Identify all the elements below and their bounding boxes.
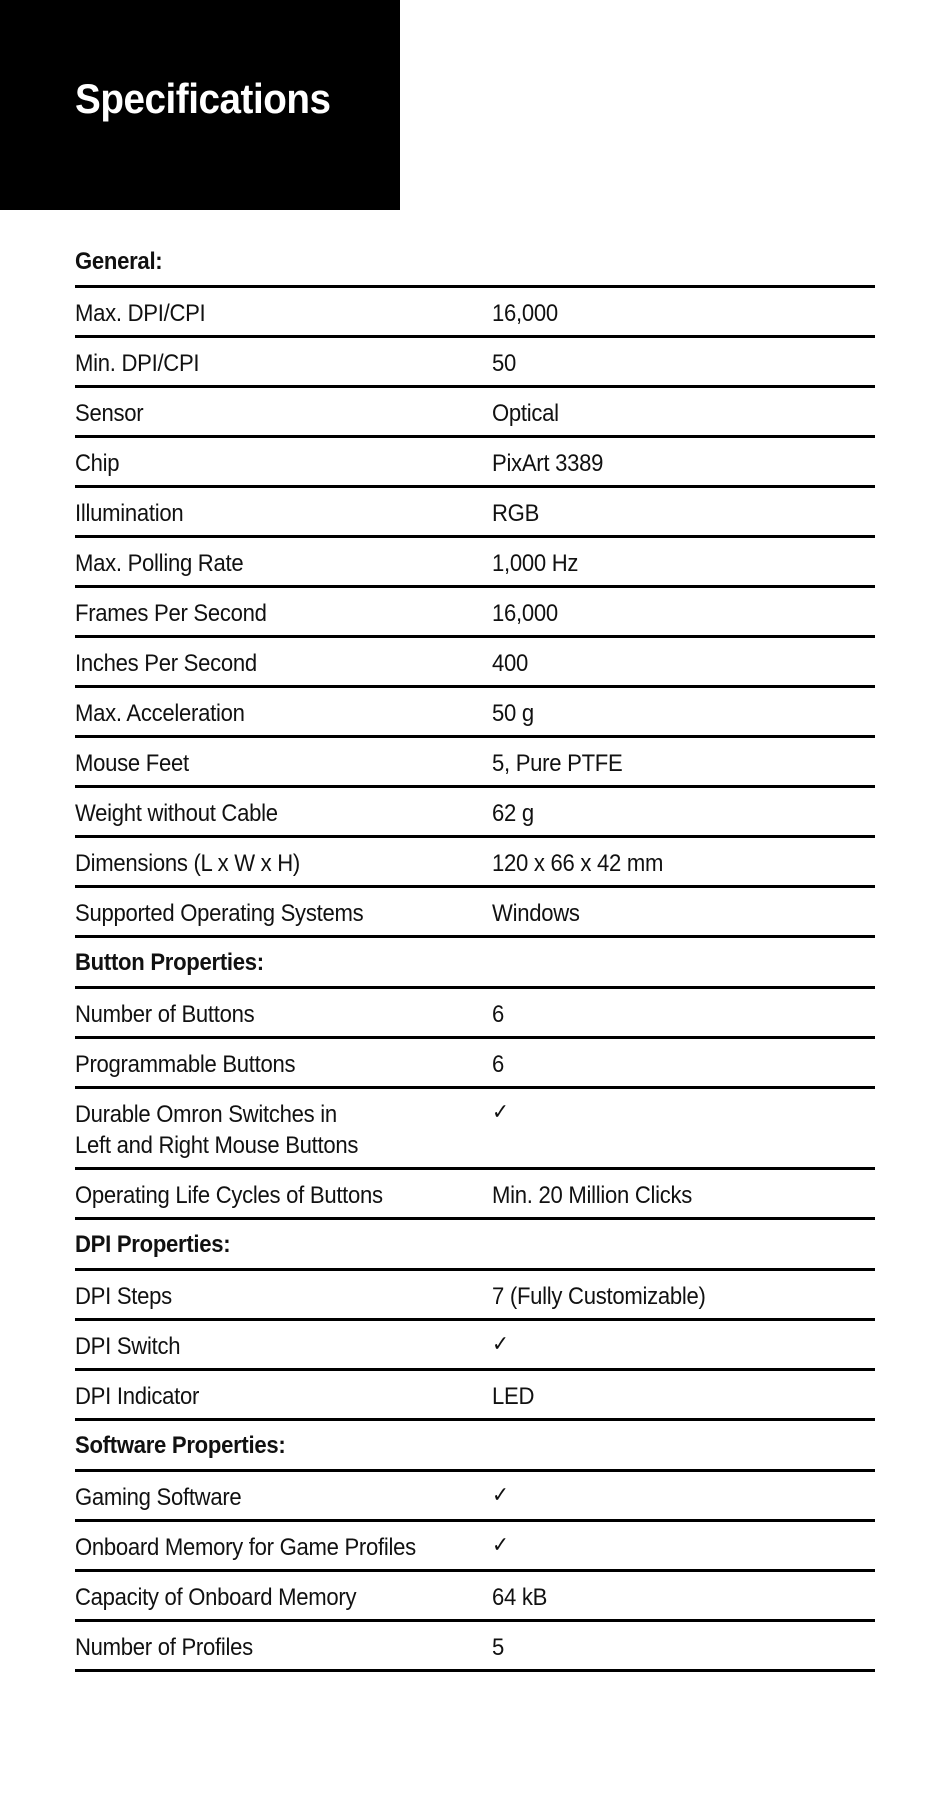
section-heading-text: Software Properties: [75, 1432, 286, 1459]
spec-value: LED [492, 1383, 535, 1410]
spec-label: DPI Switch [75, 1333, 181, 1360]
spec-label: Frames Per Second [75, 600, 267, 627]
spec-value: 16,000 [492, 300, 558, 327]
spec-row [75, 488, 875, 538]
section-heading-text: Button Properties: [75, 949, 264, 976]
spec-row [75, 888, 875, 938]
spec-row [75, 288, 875, 338]
checkmark-icon: ✓ [492, 1533, 509, 1558]
spec-label: Number of Profiles [75, 1634, 253, 1661]
spec-label: Max. DPI/CPI [75, 300, 206, 327]
spec-label: Dimensions (L x W x H) [75, 850, 300, 877]
spec-label: Sensor [75, 400, 144, 427]
spec-value: Windows [492, 900, 580, 927]
spec-value: RGB [492, 500, 540, 527]
spec-value: Optical [492, 400, 559, 427]
checkmark-icon: ✓ [492, 1100, 509, 1125]
spec-label: Onboard Memory for Game Profiles [75, 1534, 416, 1561]
spec-label: Programmable Buttons [75, 1051, 296, 1078]
spec-row [75, 838, 875, 888]
spec-label: DPI Steps [75, 1283, 172, 1310]
spec-label: Illumination [75, 500, 184, 527]
spec-value: 6 [492, 1051, 505, 1078]
spec-label: Max. Acceleration [75, 700, 245, 727]
spec-value: 16,000 [492, 600, 558, 627]
spec-row [75, 588, 875, 638]
spec-row [75, 1039, 875, 1089]
spec-row [75, 338, 875, 388]
page-title: Specifications [75, 75, 331, 122]
spec-label: Capacity of Onboard Memory [75, 1584, 357, 1611]
spec-label: Mouse Feet [75, 750, 189, 777]
spec-row [75, 688, 875, 738]
section-heading [75, 1421, 875, 1472]
spec-value: 5 [492, 1634, 505, 1661]
spec-value: 5, Pure PTFE [492, 750, 623, 777]
spec-row [75, 788, 875, 838]
spec-value: 400 [492, 650, 529, 677]
spec-value: 1,000 Hz [492, 550, 579, 577]
spec-label: Durable Omron Switches in Left and Right Mouse Buttons [75, 1101, 359, 1159]
spec-value: 62 g [492, 800, 534, 827]
spec-row [75, 1472, 875, 1522]
spec-row [75, 1321, 875, 1371]
spec-label: Weight without Cable [75, 800, 278, 827]
spec-row [75, 438, 875, 488]
checkmark-icon: ✓ [492, 1483, 509, 1508]
title-banner [0, 0, 400, 210]
specifications-table [75, 237, 875, 1672]
checkmark-icon: ✓ [492, 1332, 509, 1357]
spec-row [75, 638, 875, 688]
spec-row [75, 1271, 875, 1321]
spec-label: DPI Indicator [75, 1383, 200, 1410]
spec-label: Supported Operating Systems [75, 900, 364, 927]
spec-label: Chip [75, 450, 120, 477]
spec-label: Operating Life Cycles of Buttons [75, 1182, 383, 1209]
spec-value: PixArt 3389 [492, 450, 604, 477]
section-heading [75, 938, 875, 989]
spec-row [75, 1170, 875, 1220]
spec-value: 6 [492, 1001, 505, 1028]
spec-value: Min. 20 Million Clicks [492, 1182, 693, 1209]
spec-label: Max. Polling Rate [75, 550, 244, 577]
spec-label: Number of Buttons [75, 1001, 255, 1028]
spec-label: Min. DPI/CPI [75, 350, 200, 377]
spec-row [75, 1622, 875, 1672]
section-heading-text: General: [75, 248, 163, 275]
section-heading-text: DPI Properties: [75, 1231, 231, 1258]
spec-row [75, 538, 875, 588]
spec-row [75, 1089, 875, 1170]
spec-label: Inches Per Second [75, 650, 257, 677]
spec-row [75, 1572, 875, 1622]
spec-row [75, 1522, 875, 1572]
spec-label: Gaming Software [75, 1484, 242, 1511]
spec-row [75, 1371, 875, 1421]
spec-row [75, 388, 875, 438]
spec-value: 50 g [492, 700, 534, 727]
spec-row [75, 738, 875, 788]
section-heading [75, 1220, 875, 1271]
section-heading [75, 237, 875, 288]
spec-value: 7 (Fully Customizable) [492, 1283, 706, 1310]
spec-value: 50 [492, 350, 517, 377]
spec-value: 64 kB [492, 1584, 548, 1611]
spec-value: 120 x 66 x 42 mm [492, 850, 664, 877]
spec-row [75, 989, 875, 1039]
